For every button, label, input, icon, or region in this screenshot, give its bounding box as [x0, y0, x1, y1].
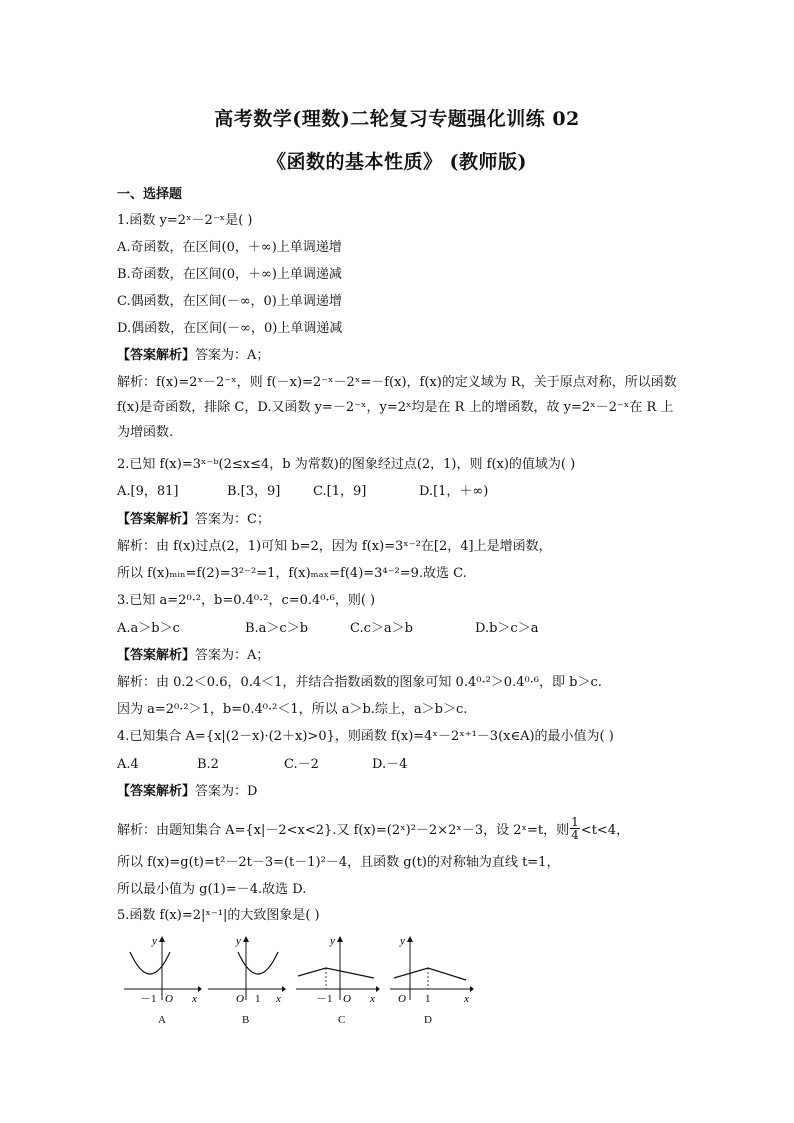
q2-option-b: B.[3，9]: [227, 484, 281, 499]
q3-option-d: D.b＞c＞a: [475, 621, 539, 636]
q1-option-b: B.奇函数，在区间(0，＋∞)上单调递减: [117, 267, 342, 282]
y-axis-label: y: [236, 935, 241, 947]
q4-analysis-1-text: 解析：由题知集合 A={x|－2<x<2}.又 f(x)=(2ˣ)²－2×2ˣ－3，设 2ˣ=t，则: [117, 823, 570, 838]
origin-label: O: [343, 993, 351, 1004]
q4-analysis-3: 所以最小值为 g(1)=－4.故选 D.: [117, 882, 307, 897]
graph-c: [294, 934, 380, 1004]
q1-option-a: A.奇函数，在区间(0，＋∞)上单调递增: [117, 240, 342, 255]
y-axis-label: y: [400, 935, 405, 947]
q3-answer-text: 答案为：A；: [195, 648, 270, 663]
q3-options: [117, 620, 538, 637]
graph-b: [206, 934, 286, 1004]
graph-b-caption: B: [242, 1014, 250, 1026]
graph-a-caption: A: [158, 1014, 166, 1026]
q4-analysis-2: 所以 f(x)=g(t)=t²－2t－3=(t－1)²－4，且函数 g(t)的对称轴为直线 t=1，: [117, 855, 560, 870]
q2-stem: 2.已知 f(x)=3ˣ⁻ᵇ(2≤x≤4，b 为常数)的图象经过点(2，1)，则 f(x)的值域为( ): [117, 457, 576, 472]
q2-answer-text: 答案为：C；: [195, 512, 270, 527]
q1-answer-text: 答案为：A；: [195, 348, 270, 363]
origin-label: O: [165, 993, 173, 1004]
answer-tag: 【答案解析】: [117, 784, 196, 799]
tick-label-pos1: 1: [425, 993, 431, 1004]
q2-analysis-1: 解析：由 f(x)过点(2，1)可知 b=2，因为 f(x)=3ˣ⁻²在[2，4]上是增函数，: [117, 539, 552, 554]
q4-stem: 4.已知集合 A={x|(2－x)·(2＋x)>0}，则函数 f(x)=4ˣ－2ˣ⁺¹－3(x∈A)的最小值为( ): [117, 729, 614, 744]
fraction-one-quarter: [570, 816, 580, 841]
x-axis-label: x: [370, 993, 375, 1004]
q4-analysis-1-tail: <t<4，: [580, 823, 630, 838]
q2-answer: [117, 511, 270, 528]
q2-options: [117, 483, 488, 500]
q3-analysis-1: 解析：由 0.2＜0.6，0.4＜1，并结合指数函数的图象可知 0.4⁰·²＞0.4⁰·⁶，即 b＞c.: [117, 675, 602, 690]
q3-option-b: B.a＞c＞b: [245, 621, 309, 636]
tick-label-neg1: －1: [316, 993, 333, 1004]
graph-a: [122, 934, 202, 1004]
origin-label: O: [398, 993, 406, 1004]
q4-option-d: D.－4: [372, 757, 408, 772]
x-axis-label: x: [192, 993, 197, 1004]
q4-answer-text: 答案为：D: [195, 784, 258, 799]
q3-answer: [117, 647, 269, 664]
graph-c-caption: C: [338, 1014, 346, 1026]
q1-stem: 1.函数 y=2ˣ－2⁻ˣ是( ): [117, 213, 253, 228]
y-axis-label: y: [330, 935, 335, 947]
q1-option-c: C.偶函数，在区间(－∞，0)上单调递增: [117, 294, 342, 309]
answer-tag: 【答案解析】: [117, 512, 196, 527]
tick-label-pos1: 1: [255, 993, 261, 1004]
q4-option-c: C.－2: [284, 757, 319, 772]
q2-option-d: D.[1，＋∞): [419, 484, 489, 499]
q1-answer: [117, 347, 269, 364]
q1-analysis: 解析：f(x)=2ˣ－2⁻ˣ，则 f(－x)=2⁻ˣ－2ˣ=－f(x)，f(x)的定义域为 R，关于原点对称，所以函数 f(x)是奇函数，排除 C，D.又函数 y=－2⁻ˣ，y=2ˣ均是在 R 上的增函数，故 y=2ˣ－2⁻ˣ在 R 上为增函数.: [117, 375, 677, 440]
q2-analysis-2: 所以 f(x)ₘᵢₙ=f(2)=3²⁻²=1，f(x)ₘₐₓ=f(4)=3⁴⁻²=9.故选 C.: [117, 566, 467, 581]
q4-answer: [117, 783, 257, 800]
q4-option-b: B.2: [197, 757, 219, 772]
fraction-denominator: 4: [571, 828, 579, 842]
q5-stem: 5.函数 f(x)=2|ˣ⁻¹|的大致图象是( ): [117, 908, 320, 923]
q3-option-a: A.a＞b＞c: [117, 621, 180, 636]
q2-option-c: C.[1，9]: [313, 484, 367, 499]
tick-label-neg1: －1: [140, 993, 157, 1004]
origin-label: O: [236, 993, 244, 1004]
q4-analysis-1: [117, 815, 630, 843]
title-line-2: 《函数的基本性质》 (教师版): [266, 151, 528, 173]
q4-option-a: A.4: [117, 757, 139, 772]
fraction-numerator: 1: [571, 815, 579, 829]
q3-analysis-2: 因为 a=2⁰·²＞1，b=0.4⁰·²＜1，所以 a＞b.综上，a＞b＞c.: [117, 702, 468, 717]
answer-tag: 【答案解析】: [117, 348, 196, 363]
section-heading: 一、选择题: [117, 187, 183, 202]
title-line-1: 高考数学(理数)二轮复习专题强化训练 02: [214, 108, 580, 130]
y-axis-label: y: [152, 935, 157, 947]
graph-d: [388, 934, 474, 1004]
q2-option-a: A.[9，81]: [117, 484, 179, 499]
q1-option-d: D.偶函数，在区间(－∞，0)上单调递减: [117, 321, 343, 336]
answer-tag: 【答案解析】: [117, 648, 196, 663]
q3-stem: 3.已知 a=2⁰·²，b=0.4⁰·²，c=0.4⁰·⁶，则( ): [117, 593, 376, 608]
graph-d-caption: D: [424, 1014, 432, 1026]
x-axis-label: x: [276, 993, 281, 1004]
q3-option-c: C.c＞a＞b: [350, 621, 413, 636]
q4-options: [117, 756, 407, 773]
x-axis-label: x: [464, 993, 469, 1004]
